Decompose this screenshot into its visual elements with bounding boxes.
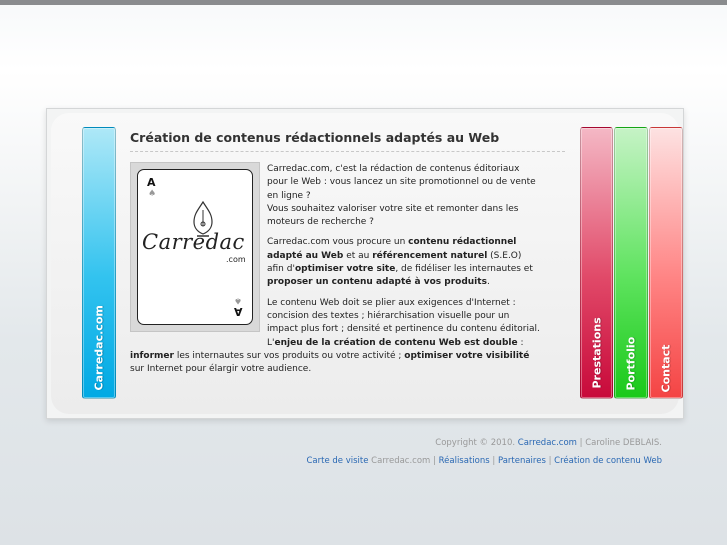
intro-text: [130, 163, 540, 383]
intro-line-b: Vous souhaitez valoriser votre site et remonter dans les moteurs de recherche ?: [267, 203, 519, 228]
tab-carredac-label: Carredac.com: [92, 305, 106, 391]
page-title: Création de contenus rédactionnels adaptés au Web: [130, 130, 500, 145]
p2-text-2: et au: [343, 250, 373, 261]
p2-bold-4: proposer un contenu adapté à vos produits: [267, 277, 487, 288]
separator: |: [489, 456, 498, 466]
p3-text-3: les internautes sur vos produits ou votre activité ;: [173, 350, 405, 361]
tab-prestations[interactable]: [580, 127, 613, 399]
tab-portfolio-label: Portfolio: [624, 336, 638, 391]
tab-carredac[interactable]: [82, 127, 116, 399]
card-brand: Carredac: [142, 230, 245, 254]
p2-text-5: .: [486, 277, 490, 288]
link-carte-de-visite[interactable]: Carte de visite: [306, 456, 369, 466]
p3-bold-1: enjeu de la création de contenu Web est double: [274, 337, 518, 348]
spade-icon: ♠: [148, 189, 157, 199]
copyright-link[interactable]: Carredac.com: [517, 438, 577, 448]
separator: |: [545, 456, 555, 466]
copyright-suffix: | Caroline DEBLAIS.: [576, 438, 662, 448]
footer-copyright: [435, 438, 662, 448]
tab-prestations-label: Prestations: [590, 317, 603, 389]
card-rank-bottom: A: [234, 305, 243, 318]
footer-links: [306, 456, 662, 466]
tab-portfolio[interactable]: [614, 127, 648, 399]
card-brand-suffix: .com: [226, 255, 246, 264]
p2-text-1: Carredac.com vous procure un: [267, 237, 409, 248]
p3-text-4: sur Internet pour élargir votre audience.: [130, 364, 312, 375]
spade-icon: ♠: [233, 295, 242, 305]
p3-bold-2: informer: [130, 350, 174, 361]
p2-text-3: (S.E.O) afin d': [267, 250, 522, 275]
link-partenaires[interactable]: Partenaires: [497, 456, 546, 466]
intro-line-a: Carredac.com, c'est la rédaction de contenus éditoriaux pour le Web : vous lancez un site promotionnel ou de vente en ligne ?: [267, 164, 536, 201]
p2-bold-2: référencement naturel: [372, 250, 488, 261]
title-divider: [130, 151, 565, 152]
p2-bold-1: contenu rédactionnel adapté au Web: [267, 237, 517, 261]
link-creation-contenu[interactable]: Création de contenu Web: [554, 456, 662, 466]
carte-suffix: Carredac.com: [368, 456, 431, 466]
p2-bold-3: optimiser votre site: [294, 264, 396, 275]
separator: |: [430, 456, 439, 466]
link-realisations[interactable]: Réalisations: [438, 456, 490, 466]
tab-contact-label: Contact: [659, 344, 673, 393]
copyright-prefix: Copyright © 2010.: [435, 438, 518, 448]
p3-text-1: Le contenu Web doit se plier aux exigences d'Internet : concision des textes ; hiérarchisation visuelle pour un impact plus fort ; densité et pertinence du contenu éditorial. L': [267, 297, 540, 348]
image-spacer: [130, 163, 267, 343]
p3-bold-3: optimiser votre visibilité: [404, 350, 530, 361]
p2-text-4: , de fidéliser les internautes et: [395, 264, 533, 275]
p3-text-2: :: [517, 337, 524, 348]
card-rank-top: A: [147, 176, 156, 189]
top-bar: [0, 0, 727, 5]
tab-contact[interactable]: [649, 127, 683, 399]
